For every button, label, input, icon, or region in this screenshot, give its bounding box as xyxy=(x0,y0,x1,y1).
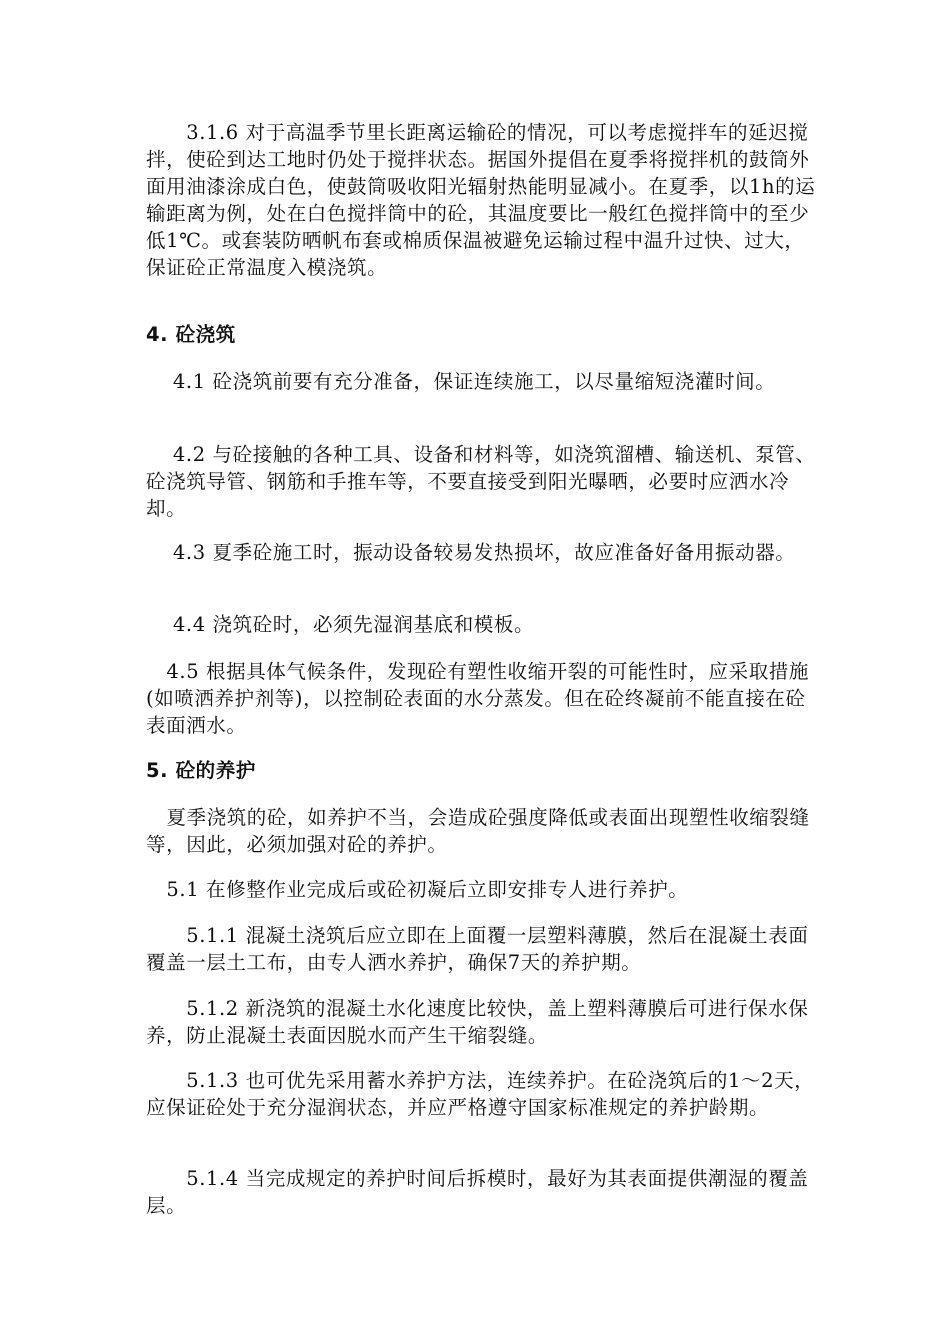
paragraph-5-1-3: 5.1.3 也可优先采用蓄水养护方法，连续养护。在砼浇筑后的1～2天，应保证砼处于充分湿润状态，并应严格遵守国家标准规定的养护龄期。 xyxy=(146,1069,815,1119)
paragraph-4-5: 4.5 根据具体气候条件，发现砼有塑性收缩开裂的可能性时，应采取措施(如喷洒养护剂等)，以控制砼表面的水分蒸发。但在砼终凝前不能直接在砼表面洒水。 xyxy=(146,660,810,737)
paragraph-4-2: 4.2 与砼接触的各种工具、设备和材料等，如浇筑溜槽、输送机、泵管、砼浇筑导管、钢筋和手推车等，不要直接受到阳光曝晒，必要时应洒水冷却。 xyxy=(146,443,816,520)
paragraph-4-1: 4.1 砼浇筑前要有充分准备，保证连续施工，以尽量缩短浇灌时间。 xyxy=(146,370,776,393)
paragraph-3-1-6: 3.1.6 对于高温季节里长距离运输砼的情况，可以考虑搅拌车的延迟搅拌，使砼到达工地时仍处于搅拌状态。据国外提倡在夏季将搅拌机的鼓筒外面用油漆涂成白色，使鼓筒吸收阳光辐射热能明显减小。在夏季，以1h的运输距离为例，处在白色搅拌筒中的砼，其温度要比一般红色搅拌筒中的至少低1℃。或套装防晒帆布套或棉质保温被避免运输过程中温升过快、过大，保证砼正常温度入模浇筑。 xyxy=(146,121,816,279)
paragraph-5-1: 5.1 在修整作业完成后或砼初凝后立即安排专人进行养护。 xyxy=(146,878,689,901)
paragraph-5-1-1: 5.1.1 混凝土浇筑后应立即在上面覆一层塑料薄膜，然后在混凝土表面覆盖一层土工布，由专人洒水养护，确保7天的养护期。 xyxy=(146,924,809,974)
paragraph-4-4: 4.4 浇筑砼时，必须先湿润基底和模板。 xyxy=(146,613,535,636)
paragraph-5-intro: 夏季浇筑的砼，如养护不当，会造成砼强度降低或表面出现塑性收缩裂缝等，因此，必须加强对砼的养护。 xyxy=(146,806,810,856)
paragraph-5-1-4: 5.1.4 当完成规定的养护时间后拆模时，最好为其表面提供潮湿的覆盖层。 xyxy=(146,1167,809,1217)
section-heading-4: 4. 砼浇筑 xyxy=(146,323,236,346)
paragraph-5-1-2: 5.1.2 新浇筑的混凝土水化速度比较快，盖上塑料薄膜后可进行保水保养，防止混凝土表面因脱水而产生干缩裂缝。 xyxy=(146,997,809,1047)
paragraph-4-3: 4.3 夏季砼施工时，振动设备较易发热损坏，故应准备好备用振动器。 xyxy=(146,541,796,564)
section-heading-5: 5. 砼的养护 xyxy=(146,759,256,782)
